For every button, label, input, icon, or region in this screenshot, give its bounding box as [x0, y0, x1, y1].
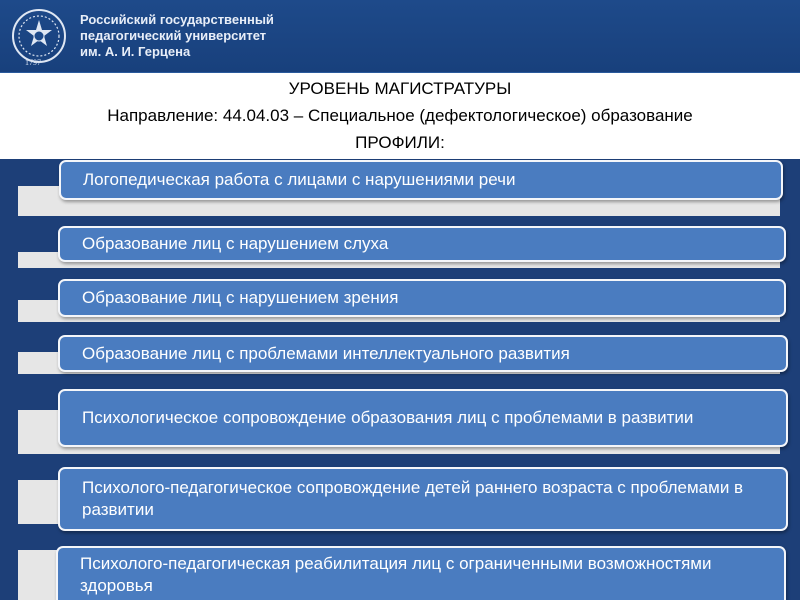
header-band — [0, 0, 800, 74]
profile-item — [58, 226, 786, 262]
university-name-line: педагогический университет — [80, 28, 267, 43]
title-level: УРОВЕНЬ МАГИСТРАТУРЫ — [288, 79, 512, 98]
profile-item — [59, 160, 783, 200]
profile-label: Логопедическая работа с лицами с нарушениями речи — [83, 170, 516, 189]
university-name-line: Российский государственный — [80, 12, 274, 27]
profile-label: Образование лиц с проблемами интеллектуального развития — [82, 343, 570, 363]
profile-label: Психологическое сопровождение образования лиц с проблемами в развитии — [82, 408, 694, 427]
profile-item — [56, 546, 786, 600]
profile-item — [58, 467, 788, 531]
university-name-line: им. А. И. Герцена — [80, 44, 191, 59]
profile-item — [58, 279, 786, 317]
profile-label: Психолого-педагогическая реабилитация лиц с ограниченными возможностями здоровья — [80, 554, 712, 595]
profile-label: Образование лиц с нарушением слуха — [82, 234, 389, 253]
profile-label: Психолого-педагогическое сопровождение детей раннего возраста с проблемами в развитии — [82, 478, 744, 519]
profile-label: Образование лиц с нарушением зрения — [82, 288, 399, 307]
profile-item — [58, 335, 788, 372]
title-profiles-heading: ПРОФИЛИ: — [355, 133, 445, 152]
profile-item — [58, 389, 788, 447]
title-direction: Направление: 44.04.03 – Специальное (дефектологическое) образование — [107, 106, 693, 125]
title-block — [0, 73, 800, 159]
emblem-year: 1797 — [25, 58, 41, 67]
university-name — [80, 12, 274, 60]
